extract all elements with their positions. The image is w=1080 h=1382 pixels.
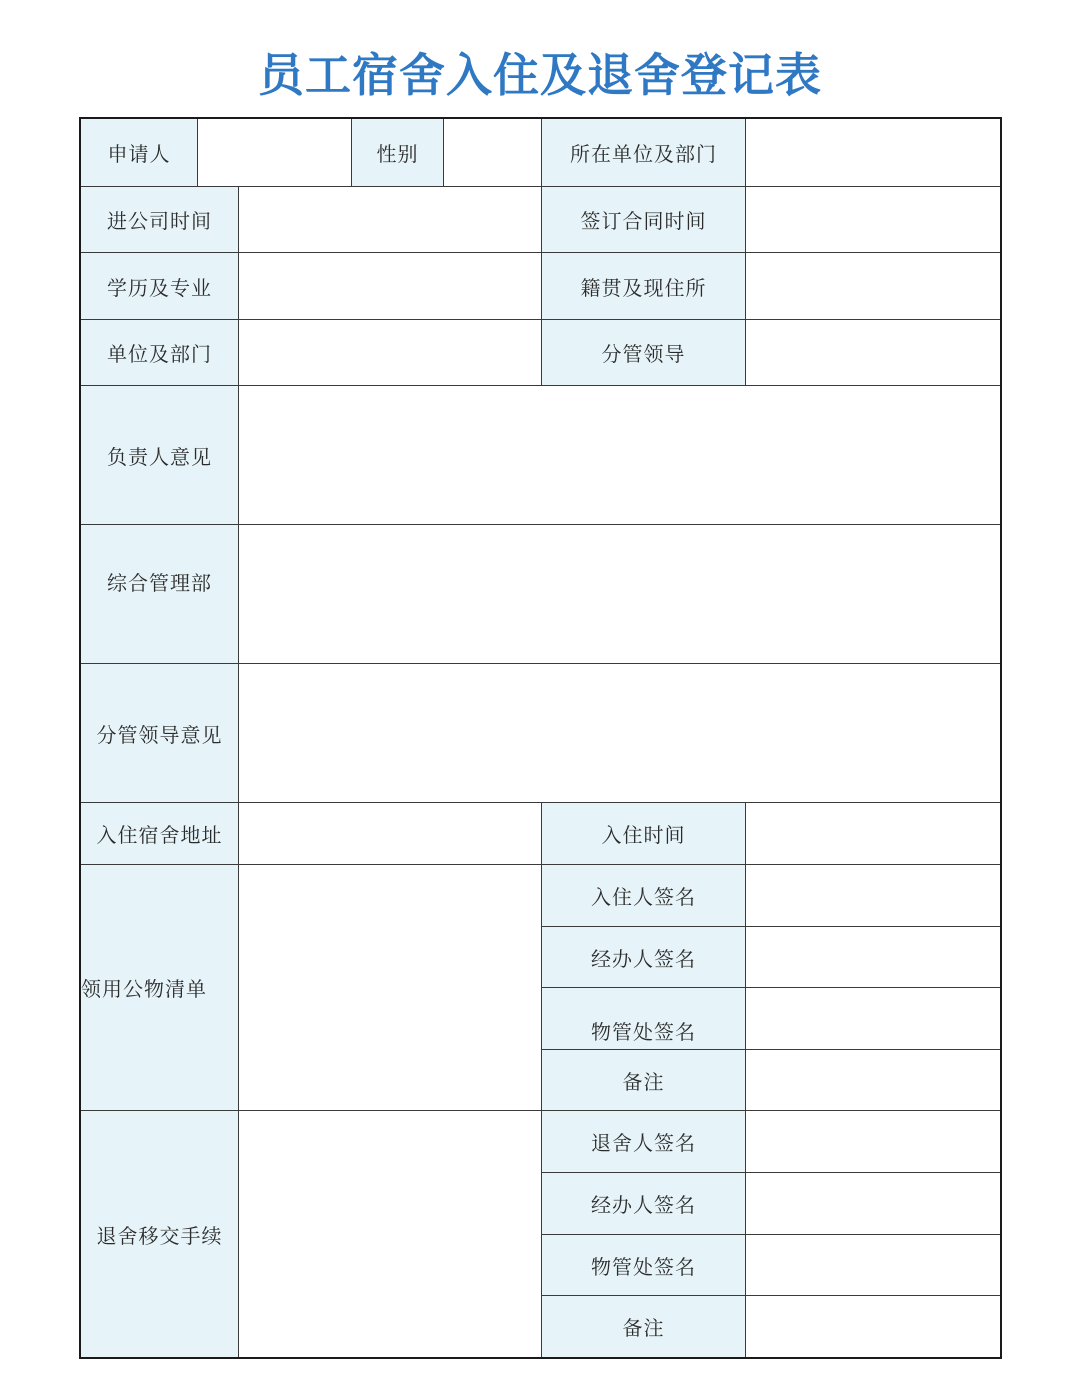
checkout-signature-field[interactable] <box>746 1111 1000 1173</box>
property-signature-2-field[interactable] <box>746 1235 1000 1296</box>
hometown-residence-field[interactable] <box>746 253 1000 320</box>
hometown-residence-label: 籍贯及现住所 <box>542 253 746 320</box>
checkout-handover-label: 退舍移交手续 <box>81 1111 239 1357</box>
unit-dept-2-label: 单位及部门 <box>81 320 239 386</box>
property-signature-1-field[interactable] <box>746 988 1000 1050</box>
education-major-field[interactable] <box>239 253 542 320</box>
checkout-signature-label: 退舍人签名 <box>542 1111 746 1173</box>
registration-form <box>79 117 1002 1359</box>
checkin-time-field[interactable] <box>746 803 1000 865</box>
handler-signature-2-field[interactable] <box>746 1173 1000 1235</box>
applicant-label: 申请人 <box>81 119 198 187</box>
remarks-2-label: 备注 <box>542 1296 746 1357</box>
join-date-label: 进公司时间 <box>81 187 239 253</box>
supervisor-opinion-label: 分管领导意见 <box>81 664 239 803</box>
remarks-2-field[interactable] <box>746 1296 1000 1357</box>
checkout-handover-field[interactable] <box>239 1111 542 1357</box>
unit-dept-label: 所在单位及部门 <box>542 119 746 187</box>
unit-dept-2-field[interactable] <box>239 320 542 386</box>
join-date-field[interactable] <box>239 187 542 253</box>
general-admin-label: 综合管理部 <box>81 525 239 664</box>
manager-opinion-label: 负责人意见 <box>81 386 239 525</box>
contract-date-label: 签订合同时间 <box>542 187 746 253</box>
unit-dept-field[interactable] <box>746 119 1000 187</box>
checkin-time-label: 入住时间 <box>542 803 746 865</box>
applicant-field[interactable] <box>198 119 352 187</box>
handler-signature-2-label: 经办人签名 <box>542 1173 746 1235</box>
manager-opinion-field[interactable] <box>239 386 1000 525</box>
dorm-address-label: 入住宿舍地址 <box>81 803 239 865</box>
general-admin-field[interactable] <box>239 525 1000 664</box>
supervisor-field[interactable] <box>746 320 1000 386</box>
supervisor-opinion-field[interactable] <box>239 664 1000 803</box>
form-title: 员工宿舍入住及退舍登记表 <box>258 48 822 102</box>
supplies-list-label: 领用公物清单 <box>81 865 239 1111</box>
property-signature-1-label: 物管处签名 <box>542 988 746 1050</box>
supervisor-label: 分管领导 <box>542 320 746 386</box>
contract-date-field[interactable] <box>746 187 1000 253</box>
gender-label: 性别 <box>352 119 444 187</box>
supplies-list-field[interactable] <box>239 865 542 1111</box>
remarks-1-field[interactable] <box>746 1050 1000 1111</box>
dorm-address-field[interactable] <box>239 803 542 865</box>
gender-field[interactable] <box>444 119 542 187</box>
handler-signature-1-label: 经办人签名 <box>542 927 746 988</box>
resident-signature-field[interactable] <box>746 865 1000 927</box>
education-major-label: 学历及专业 <box>81 253 239 320</box>
resident-signature-label: 入住人签名 <box>542 865 746 927</box>
handler-signature-1-field[interactable] <box>746 927 1000 988</box>
property-signature-2-label: 物管处签名 <box>542 1235 746 1296</box>
remarks-1-label: 备注 <box>542 1050 746 1111</box>
